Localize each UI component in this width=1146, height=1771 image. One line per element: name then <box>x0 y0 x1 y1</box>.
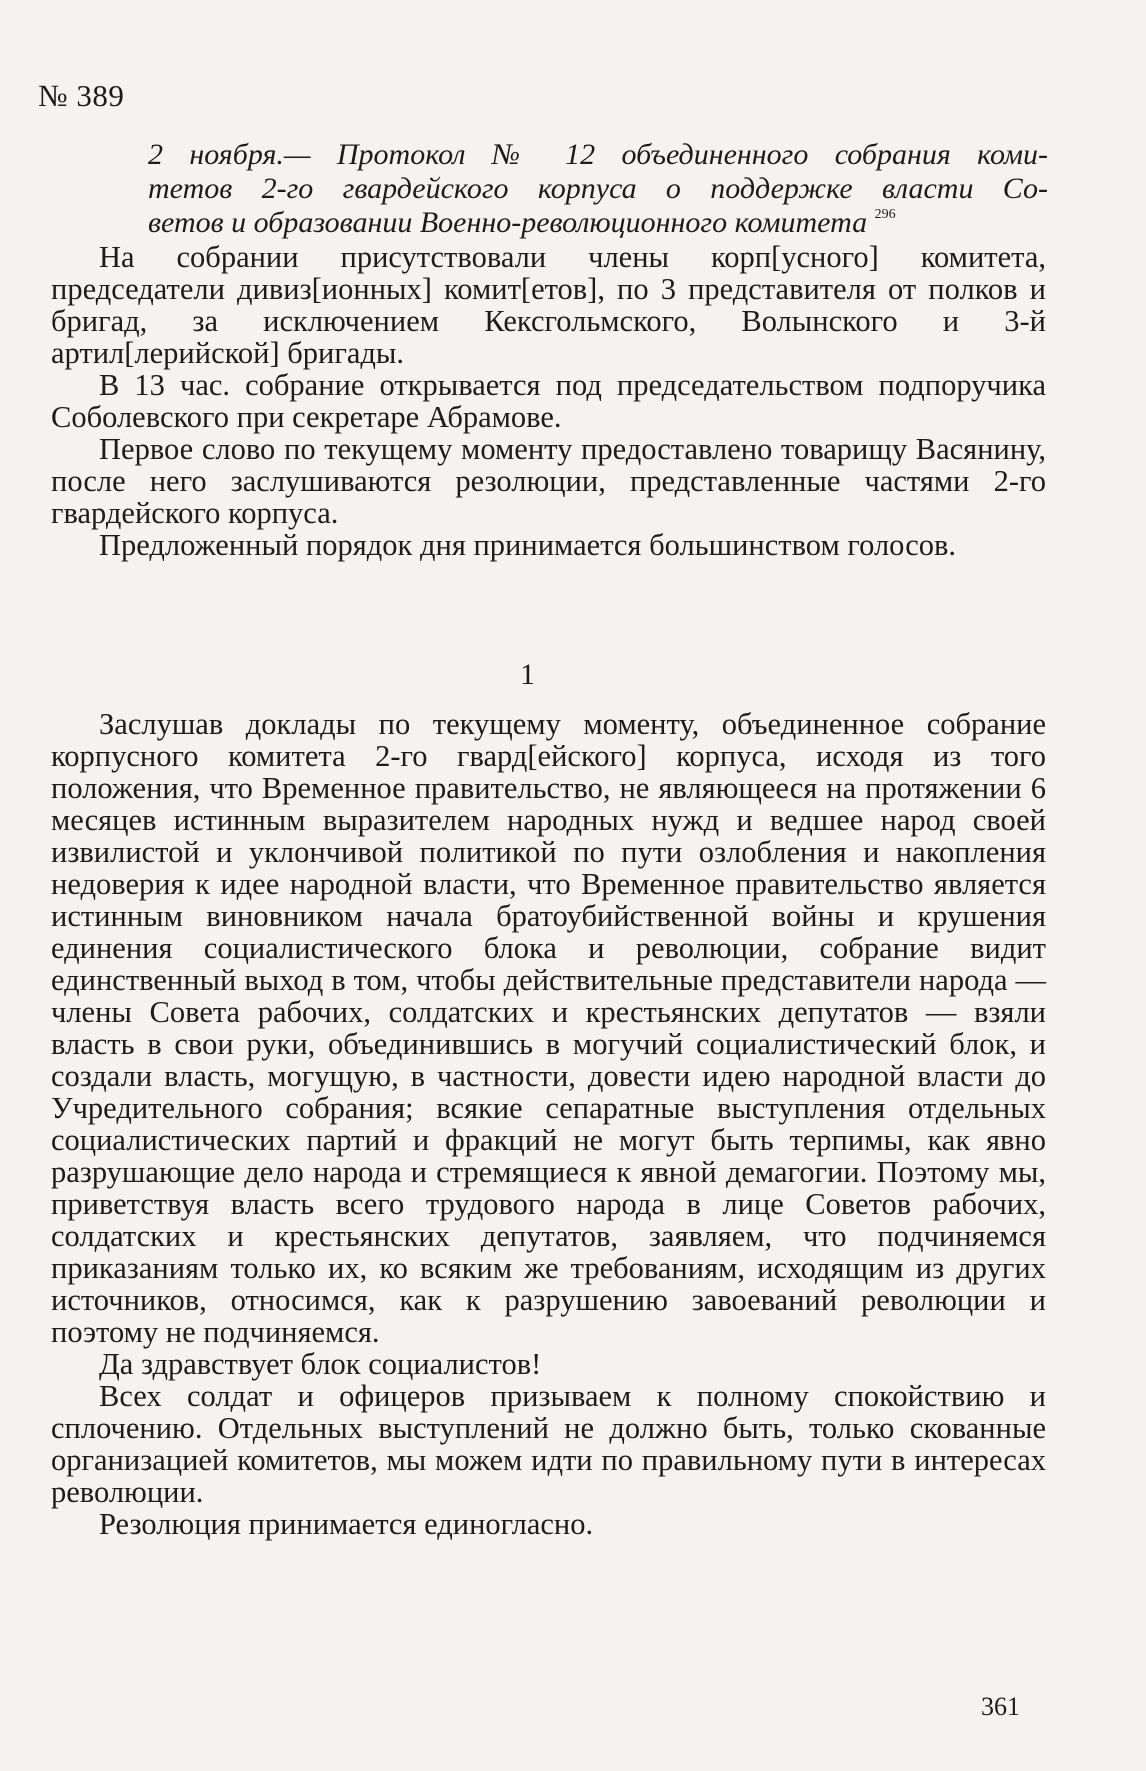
resolution-paragraph: Всех солдат и офицеров призываем к полному спокойствию и сплочению. Отдельных выступлений не должно быть, только скованные организацией комитетов, мы можем идти по правильному пути в интересах революции. <box>51 1379 1046 1509</box>
intro-paragraph: На собрании присутствовали члены корп[усного] комитета, председатели дивиз[ионных] комит[етов], по 3 представителя от полков и бригад, за исключением Кексгольмского, Волынского и 3-й артил[лерийской] бригады. <box>51 240 1046 370</box>
footnote-marker: 296 <box>874 207 896 222</box>
section-number: 1 <box>520 658 535 691</box>
heading-line: тетов 2-го гвардейского корпуса о поддержке власти Со- <box>148 172 1048 205</box>
intro-paragraph: Первое слово по текущему моменту предоставлено товарищу Васянину, после него заслушиваются резолюции, представленные частями 2-го гвардейского корпуса. <box>51 432 1046 530</box>
intro-section <box>51 241 1046 561</box>
heading-line: 2 ноября.— Протокол № 12 объединенного собрания коми- <box>148 138 1048 171</box>
resolution-paragraph: Резолюция принимается единогласно. <box>99 1507 594 1541</box>
document-number: № 389 <box>38 78 125 113</box>
document-heading <box>148 138 1048 240</box>
resolution-section <box>51 708 1046 1540</box>
resolution-paragraph: Заслушав доклады по текущему моменту, объединенное собрание корпусного комитета 2-го гвард[ейского] корпуса, исходя из того положения, что Временное правительство, не являющееся на протяжении 6 месяцев истинным выразителем народных нужд и ведшее народ своей извилистой и уклончивой политикой по пути озлобления и накопления недоверия к идее народной власти, что Временное правительство является истинным виновником начала братоубийственной войны и крушения единения социалистического блока и революции, собрание видит единственный выход в том, чтобы действительные представители народа — члены Совета рабочих, солдатских и крестьянских депутатов — взяли власть в свои руки, объединившись в могучий социалистический блок, и создали власть, могущую, в частности, довести идею народной власти до Учредительного собрания; всякие сепаратные выступления отдельных социалистических партий и фракций не могут быть терпимы, как явно разрушающие дело народа и стремящиеся к явной демагогии. Поэтому мы, приветствуя власть всего трудового народа в лице Советов рабочих, солдатских и крестьянских депутатов, заявляем, что подчиняемся приказаниям только их, ко всяким же требованиям, исходящим из других источников, относимся, как к разрушению завоеваний революции и поэтому не подчиняемся. <box>51 707 1046 1349</box>
intro-paragraph: Предложенный порядок дня принимается большинством голосов. <box>99 528 957 562</box>
resolution-paragraph: Да здравствует блок социалистов! <box>99 1347 542 1381</box>
intro-paragraph: В 13 час. собрание открывается под председательством подпоручика Соболевского при секретаре Абрамове. <box>51 368 1046 434</box>
page-number: 361 <box>981 1692 1020 1721</box>
heading-line-text: ветов и образовании Военно-революционного комитета <box>148 206 868 239</box>
heading-line-last <box>148 206 1048 240</box>
